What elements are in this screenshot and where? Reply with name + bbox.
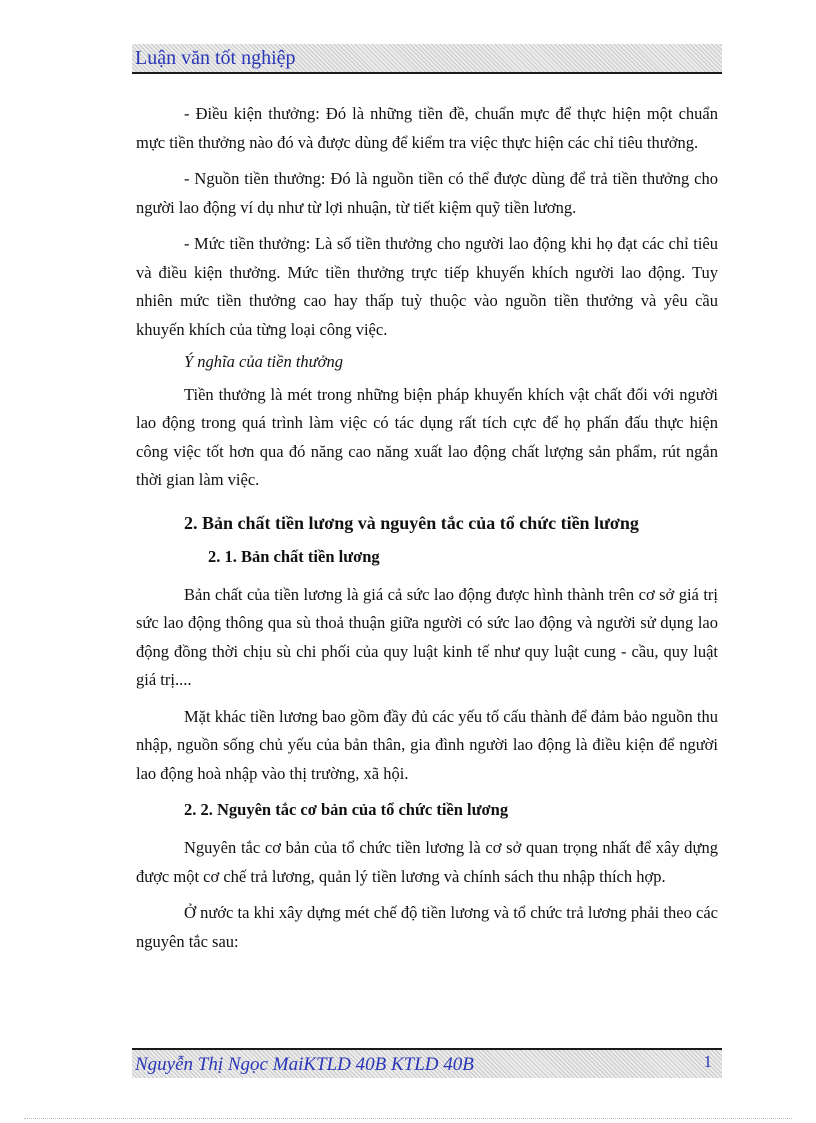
paragraph-reward-conditions: - Điều kiện thưởng: Đó là những tiền đề, chuẩn mực để thực hiện một chuẩn mực tiền thưởng nào đó và được dùng để kiểm tra việc thực hiện các chỉ tiêu thưởng.: [136, 104, 718, 152]
paragraph-wage-components: Mặt khác tiền lương bao gồm đầy đủ các yếu tố cấu thành để đảm bảo nguồn thu nhập, nguồn sống chủ yếu của bản thân, gia đình người lao động là điều kiện để người lao động hoà nhập vào thị trường, xã hội.: [136, 706, 718, 783]
paragraph-reward-meaning: Tiền thưởng là mét trong những biện pháp khuyến khích vật chất đối với người lao động trong quá trình làm việc có tác dụng rất tích cực để họ phấn đấu thực hiện công việc tốt hơn qua đó năng cao năng xuất lao động chất lượng sản phẩm, rút ngắn thời gian làm việc.: [136, 384, 718, 489]
page-bottom-divider: [24, 1118, 792, 1119]
document-body: [136, 100, 718, 964]
header-title: Luận văn tốt nghiệp: [135, 47, 296, 69]
page-number: 1: [703, 1052, 712, 1071]
paragraph-wage-principles: Nguyên tắc cơ bản của tổ chức tiền lương là cơ sở quan trọng nhất để xây dựng được một cơ chế trả lương, quản lý tiền lương và chính sách thu nhập thích hợp.: [136, 838, 718, 886]
section-heading-2: 2. Bản chất tiền lương và nguyên tắc của tổ chức tiền lương: [184, 512, 639, 533]
paragraph-reward-level: - Mức tiền thưởng: Là số tiền thưởng cho người lao động khi họ đạt các chỉ tiêu và điều kiện thưởng. Mức tiền thưởng trực tiếp khuyến khích người lao động. Tuy nhiên mức tiền thưởng cao hay thấp tuỳ thuộc vào nguồn tiền thưởng và yêu cầu khuyến khích của từng loại công việc.: [136, 234, 718, 339]
paragraph-wage-nature: Bản chất của tiền lương là giá cả sức lao động được hình thành trên cơ sở giá trị sức lao động thông qua sù thoả thuận giữa người có sức lao động và người sử dụng lao động đồng thời chịu sù chi phối của quy luật kinh tế như quy luật cung - cầu, quy luật giá trị....: [136, 584, 718, 689]
paragraph-reward-source: - Nguồn tiền thưởng: Đó là nguồn tiền có thể được dùng để trả tiền thưởng cho người lao động ví dụ như từ lợi nhuận, từ tiết kiệm quỹ tiền lương.: [136, 169, 718, 217]
page-footer: [132, 1048, 722, 1078]
page-header: [132, 44, 722, 74]
subsection-heading-2-2: 2. 2. Nguyên tắc cơ bản của tổ chức tiền lương: [184, 800, 509, 819]
footer-author: Nguyễn Thị Ngọc MaiKTLD 40B KTLD 40B: [135, 1054, 474, 1075]
subsection-heading-2-1: 2. 1. Bản chất tiền lương: [208, 546, 380, 566]
paragraph-wage-principles-list-intro: Ở nước ta khi xây dựng mét chế độ tiền lương và tổ chức trả lương phải theo các nguyên tắc sau:: [136, 903, 718, 951]
italic-heading-reward-meaning: Ý nghĩa của tiền thưởng: [184, 352, 343, 371]
